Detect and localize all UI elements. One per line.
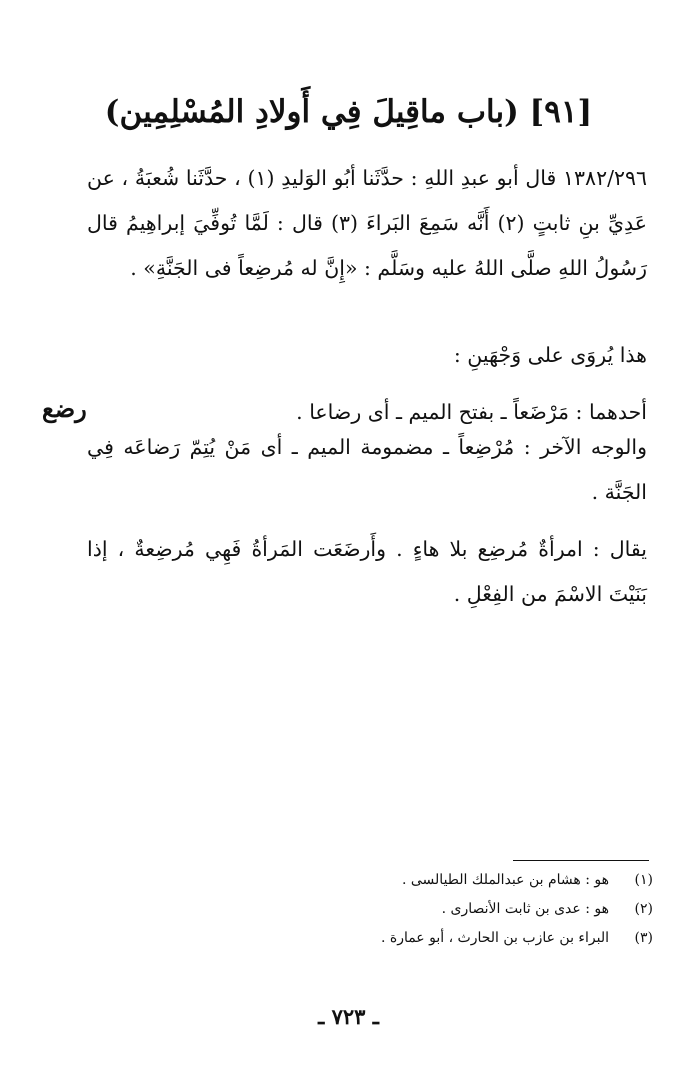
footnote-divider — [513, 860, 649, 861]
footnote-item — [273, 866, 653, 895]
footnote-text: البراء بن عازب بن الحارث ، أبو عمارة . — [380, 930, 609, 946]
footnote-item — [273, 895, 653, 924]
footnote-number: (٢) — [634, 901, 653, 917]
first-reading: أحدهما : مَرْضَعاً ـ بفتح الميم ـ أى رضاعا . — [296, 400, 647, 424]
margin-root-word: رضع — [42, 394, 87, 423]
footnote-item — [273, 924, 653, 953]
footnote-number: (٣) — [634, 930, 653, 946]
footnote-number: (١) — [634, 872, 653, 888]
second-reading: والوجه الآخر : مُرْضِعاً ـ مضمومة الميم ـ أى مَنْ يُتِمّ رَضاعَه فِي الجَنَّة . — [87, 435, 647, 504]
commentary-intro: هذا يُروَى على وَجْهَينِ : — [453, 343, 647, 367]
lexical-note: يقال : امرأةٌ مُرضِع بلا هاءٍ . وأَرضَعَت المَرأةُ فَهِي مُرضِعةٌ ، إذا بَنَيْتَ الاسْمَ من الفِعْلِ . — [87, 537, 647, 606]
hadith-text: ١٣٨٢/٢٩٦ قال أبو عبدِ اللهِ : حدَّثَنا أبُو الوَليدِ (١) ، حدَّثَنا شُعبَةُ ، عن عَدِيِّ بنِ ثابتٍ (٢) أَنَّه سَمِعَ البَراءَ (٣) قال : لَمَّا تُوفِّيَ إبراهِيمُ قال رَسُولُ اللهِ صلَّى اللهُ عليه وسَلَّم : «إِنَّ له مُرضِعاً فى الجَنَّةِ» . — [87, 166, 648, 280]
page-number: ـ ٧٢٣ ـ — [318, 1004, 379, 1029]
footnote-text: هو : هشام بن عبدالملك الطيالسى . — [401, 872, 609, 888]
footnotes — [273, 866, 653, 953]
chapter-title: [٩١] (باب ماقِيلَ فِي أَولادِ المُسْلِمِين) — [104, 94, 593, 130]
footnote-text: هو : عدى بن ثابت الأنصارى . — [441, 901, 609, 917]
